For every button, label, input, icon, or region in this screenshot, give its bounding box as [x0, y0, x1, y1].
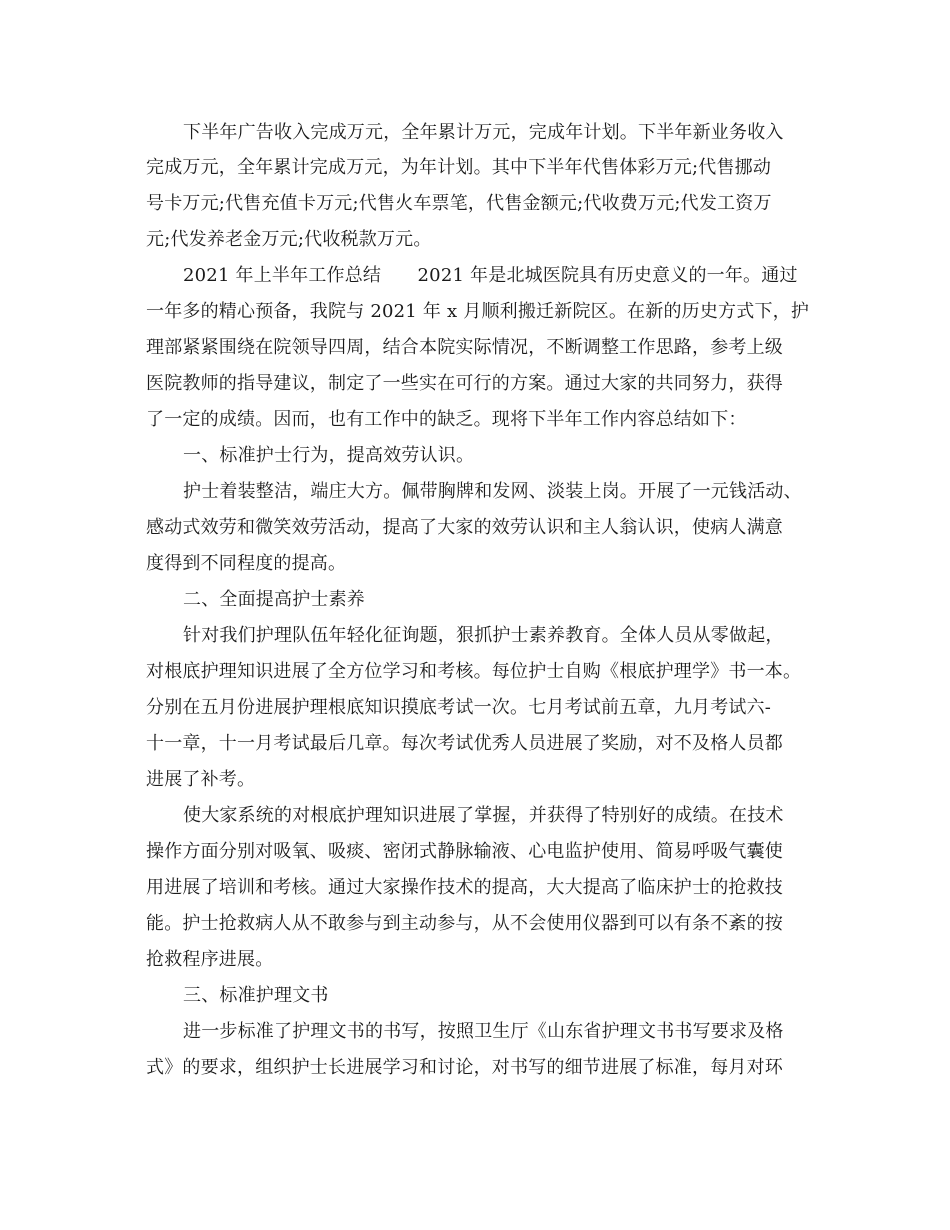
- text-line: 进一步标准了护理文书的书写，按照卫生厅《山东省护理文书书写要求及格: [183, 1021, 784, 1042]
- text-line: 用进展了培训和考核。通过大家操作技术的提高，大大提高了临床护士的抢救技: [146, 877, 783, 898]
- text-line: 一年多的精心预备，我院与 2021 年 x 月顺利搬迁新院区。在新的历史方式下，护: [146, 301, 810, 322]
- text-line: 了一定的成绩。因而，也有工作中的缺乏。现将下半年工作内容总结如下：: [146, 409, 747, 430]
- text-line: 完成万元，全年累计完成万元，为年计划。其中下半年代售体彩万元;代售挪动: [146, 157, 772, 178]
- text-line: 护士着装整洁，端庄大方。佩带胸牌和发网、淡装上岗。开展了一元钱活动、: [183, 481, 802, 502]
- text-line: 感动式效劳和微笑效劳活动，提高了大家的效劳认识和主人翁认识，使病人满意: [146, 517, 783, 538]
- text-line: 元;代发养老金万元;代收税款万元。: [146, 229, 432, 250]
- section-heading: 二、全面提高护士素养: [183, 589, 365, 610]
- text-line: 理部紧紧围绕在院领导四周，结合本院实际情况，不断调整工作思路，参考上级: [146, 337, 783, 358]
- section-heading: 三、标准护理文书: [183, 985, 329, 1006]
- text-line: 医院教师的指导建议，制定了一些实在可行的方案。通过大家的共同努力，获得: [146, 373, 783, 394]
- text-line: 十一章，十一月考试最后几章。每次考试优秀人员进展了奖励，对不及格人员都: [146, 733, 783, 754]
- text-line: 分别在五月份进展护理根底知识摸底考试一次。七月考试前五章，九月考试六-: [146, 697, 772, 718]
- text-line: 抢救程序进展。: [146, 949, 274, 970]
- text-line: 进展了补考。: [146, 769, 256, 790]
- text-line: 对根底护理知识进展了全方位学习和考核。每位护士自购《根底护理学》书一本。: [146, 661, 802, 682]
- text-line: 操作方面分别对吸氧、吸痰、密闭式静脉输液、心电监护使用、简易呼吸气囊使: [146, 841, 783, 862]
- text-line: 式》的要求，组织护士长进展学习和讨论，对书写的细节进展了标准，每月对环: [146, 1057, 783, 1078]
- text-line: 下半年广告收入完成万元，全年累计万元，完成年计划。下半年新业务收入: [183, 122, 784, 143]
- text-line: 使大家系统的对根底护理知识进展了掌握，并获得了特别好的成绩。在技术: [183, 805, 784, 826]
- text-line: 针对我们护理队伍年轻化征询题，狠抓护士素养教育。全体人员从零做起，: [183, 625, 784, 646]
- text-line: 能。护士抢救病人从不敢参与到主动参与，从不会使用仪器到可以有条不紊的按: [146, 913, 783, 934]
- text-line: 号卡万元;代售充值卡万元;代售火车票笔，代售金额元;代收费万元;代发工资万: [146, 193, 772, 214]
- text-line: 度得到不同程度的提高。: [146, 553, 347, 574]
- section-heading: 一、标准护士行为，提高效劳认识。: [183, 445, 475, 466]
- text-line: 2021 年上半年工作总结 2021 年是北城医院具有历史意义的一年。通过: [183, 265, 798, 286]
